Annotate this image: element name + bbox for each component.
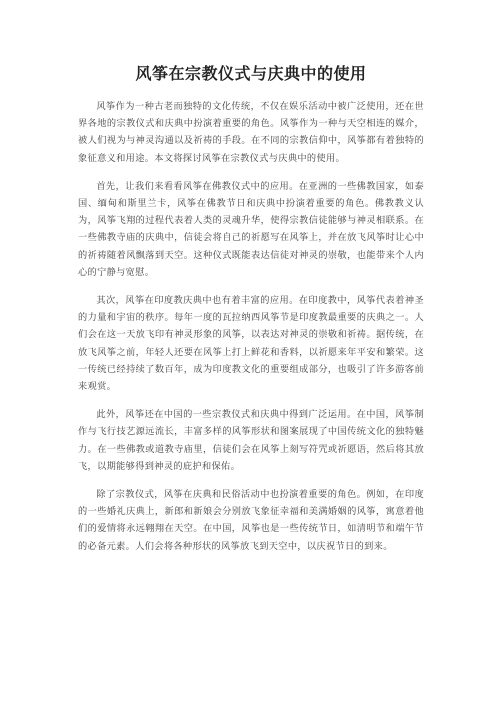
document-title: 风筝在宗教仪式与庆典中的使用 xyxy=(135,64,367,83)
paragraph-buddhism: 首先，让我们来看看风筝在佛教仪式中的应用。在亚洲的一些佛教国家，如泰国、缅甸和斯里兰卡，风筝在佛教节日和庆典中扮演着重要的角色。佛教教义认为，风筝飞翔的过程代表着人类的灵魂升华，使得宗教信徒能够与神灵相联系。在一些佛教寺庙的庆典中，信徒会将自己的祈愿写在风筝上，并在放飞风筝时让心中的祈祷随着风飘落到天空。这种仪式既能表达信徒对神灵的崇敬，也能带来个人内心的宁静与宽慰。 xyxy=(78,180,424,278)
paragraph-intro: 风筝作为一种古老而独特的文化传统，不仅在娱乐活动中被广泛使用，还在世界各地的宗教仪式和庆典中扮演着重要的角色。风筝作为一种与天空相连的媒介，被人们视为与神灵沟通以及祈祷的手段。在不同的宗教信仰中，风筝都有着独特的象征意义和用途。本文将探讨风筝在宗教仪式与庆典中的使用。 xyxy=(78,101,424,164)
paragraph-china: 此外，风筝还在中国的一些宗教仪式和庆典中得到广泛运用。在中国，风筝制作与飞行技艺源远流长，丰富多样的风筝形状和图案展现了中国传统文化的独特魅力。在一些佛教或道教寺庙里，信徒们会在风筝上刻写符咒或祈愿语，然后将其放飞，以期能够得到神灵的庇护和保佑。 xyxy=(78,409,424,472)
document-page xyxy=(0,64,502,713)
paragraph-hinduism: 其次，风筝在印度教庆典中也有着丰富的应用。在印度教中，风筝代表着神圣的力量和宇宙的秩序。每年一度的瓦拉纳西风筝节是印度教最重要的庆典之一。人们会在这一天放飞印有神灵形象的风筝，以表达对神灵的崇敬和祈祷。据传统，在放飞风筝之前，年轻人还要在风筝上打上鲜花和香料，以祈愿来年平安和繁荣。这一传统已经持续了数百年，成为印度教文化的重要组成部分，也吸引了许多游客前来观赏。 xyxy=(78,295,424,393)
document-body xyxy=(78,98,424,555)
paragraph-festivals: 除了宗教仪式，风筝在庆典和民俗活动中也扮演着重要的角色。例如，在印度的一些婚礼庆典上，新郎和新娘会分别放飞象征幸福和美满婚姻的风筝，寓意着他们的爱情将永远翱翔在天空。在中国，风筝也是一些传统节日，如清明节和端午节的必备元素。人们会将各种形状的风筝放飞到天空中，以庆祝节日的到来。 xyxy=(78,489,424,552)
